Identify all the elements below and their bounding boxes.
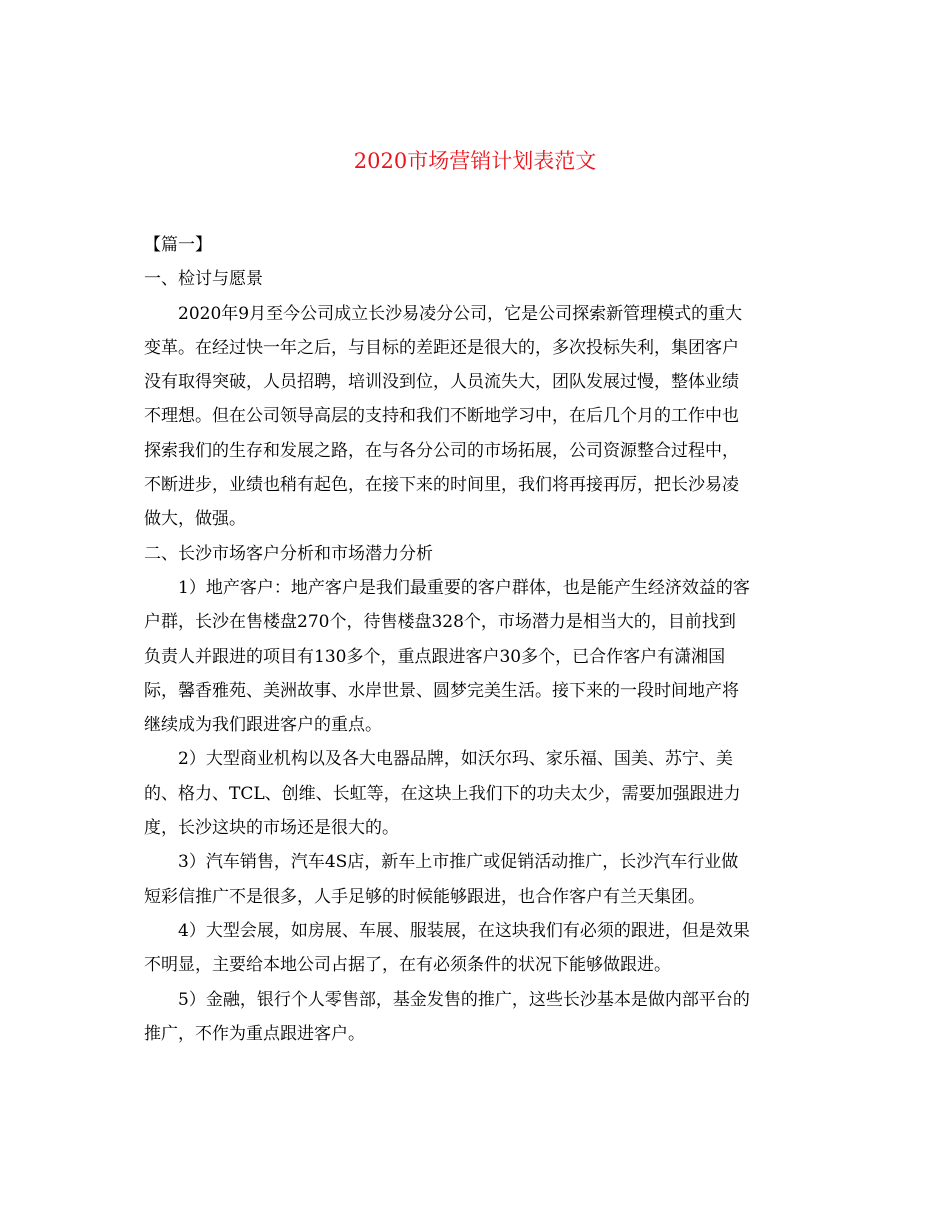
paragraph-line: 负责人并跟进的项目有130多个，重点跟进客户30多个，已合作客户有潇湘国 xyxy=(144,646,726,667)
paragraph-line: 度，长沙这块的市场还是很大的。 xyxy=(144,818,399,839)
paragraph-line: 2）大型商业机构以及各大电器品牌，如沃尔玛、家乐福、国美、苏宁、美 xyxy=(178,749,733,770)
document-title: 2020市场营销计划表范文 xyxy=(353,149,597,173)
paragraph-line: 做大，做强。 xyxy=(144,509,246,530)
item-retail-brands xyxy=(144,742,812,845)
paragraph-line: 户群，长沙在售楼盘270个，待售楼盘328个，市场潜力是相当大的，目前找到 xyxy=(144,612,736,633)
paragraph-line: 探索我们的生存和发展之路，在与各分公司的市场拓展，公司资源整合过程中， xyxy=(144,440,739,461)
document-body xyxy=(144,228,812,1051)
paragraph-line: 1）地产客户：地产客户是我们最重要的客户群体，也是能产生经济效益的客 xyxy=(178,577,750,598)
paragraph-line: 继续成为我们跟进客户的重点。 xyxy=(144,715,382,736)
paragraph-review xyxy=(144,297,812,537)
paragraph-line: 际，馨香雅苑、美洲故事、水岸世景、圆梦完美生活。接下来的一段时间地产将 xyxy=(144,680,739,701)
paragraph-line: 推广，不作为重点跟进客户。 xyxy=(144,1023,365,1044)
paragraph-line: 2020年9月至今公司成立长沙易凌分公司，它是公司探索新管理模式的重大 xyxy=(178,303,743,324)
heading-market-analysis: 二、长沙市场客户分析和市场潜力分析 xyxy=(144,543,433,564)
section-label: 【篇一】 xyxy=(144,235,212,255)
paragraph-line: 5）金融，银行个人零售部，基金发售的推广，这些长沙基本是做内部平台的 xyxy=(178,989,750,1010)
item-auto-sales xyxy=(144,845,812,914)
paragraph-line: 4）大型会展，如房展、车展、服装展，在这块我们有必须的跟进，但是效果 xyxy=(178,920,750,941)
paragraph-line: 变革。在经过快一年之后，与目标的差距还是很大的，多次投标失利，集团客户 xyxy=(144,337,739,358)
item-exhibitions xyxy=(144,914,812,983)
paragraph-line: 没有取得突破，人员招聘，培训没到位，人员流失大，团队发展过慢，整体业绩 xyxy=(144,372,739,393)
paragraph-line: 不理想。但在公司领导高层的支持和我们不断地学习中，在后几个月的工作中也 xyxy=(144,406,739,427)
paragraph-line: 3）汽车销售，汽车4S店，新车上市推广或促销活动推广，长沙汽车行业做 xyxy=(178,852,739,873)
paragraph-line: 短彩信推广不是很多，人手足够的时候能够跟进，也合作客户有兰天集团。 xyxy=(144,886,705,907)
item-finance xyxy=(144,983,812,1052)
heading-review-vision: 一、检讨与愿景 xyxy=(144,269,263,290)
item-real-estate xyxy=(144,571,812,742)
paragraph-line: 的、格力、TCL、创维、长虹等，在这块上我们下的功夫太少，需要加强跟进力 xyxy=(144,783,741,804)
paragraph-line: 不明显，主要给本地公司占据了，在有必须条件的状况下能够做跟进。 xyxy=(144,955,671,976)
paragraph-line: 不断进步，业绩也稍有起色，在接下来的时间里，我们将再接再厉，把长沙易凌 xyxy=(144,475,739,496)
